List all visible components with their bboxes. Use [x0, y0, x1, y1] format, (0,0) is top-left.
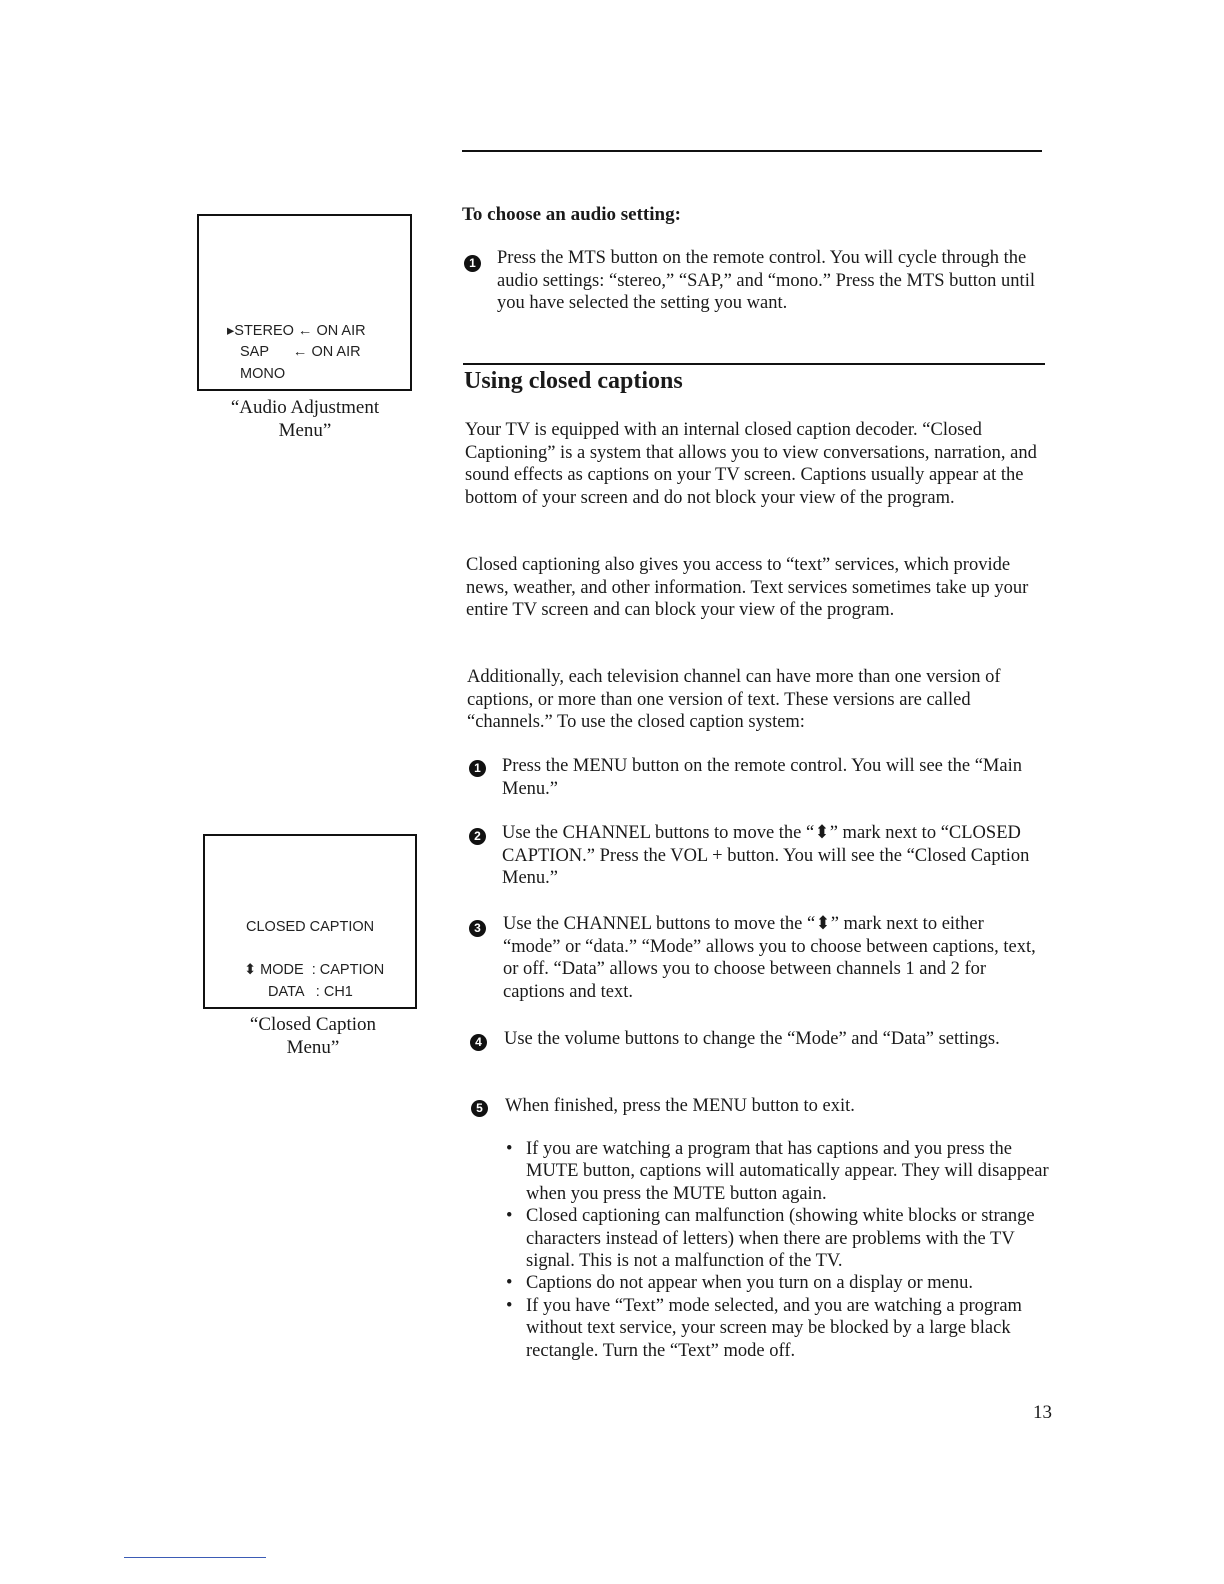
step-number-badge: 2: [469, 828, 486, 845]
cc-step-3: Use the CHANNEL buttons to move the “⬍” mark next to either “mode” or “data.” “Mode” allows you to choose between captions, text, or off. “Data” allows you to choose between channels 1 and 2 for captions and text.: [503, 914, 1036, 1002]
menu-line-stereo: ▸STEREO ← ON AIR: [227, 323, 366, 339]
note-item: • If you have “Text” mode selected, and you are watching a program without text service, your screen may be blocked by a large black rectangle. Turn the “Text” mode off.: [506, 1295, 1056, 1362]
menu-line-mono: MONO: [240, 366, 286, 382]
menu-line-data: DATA : CH1: [268, 984, 353, 1000]
notes-list: [506, 1138, 1056, 1362]
menu-line-mode: ⬍ MODE : CAPTION: [244, 962, 385, 978]
audio-menu-caption: “Audio Adjustment Menu”: [230, 397, 380, 441]
top-rule: [462, 150, 1042, 152]
cc-paragraph-1: Your TV is equipped with an internal closed caption decoder. “Closed Captioning” is a system that allows you to view conversations, narration, and sound effects as captions on your TV screen. Captions usually appear at the bottom of your screen and do not block your view of the program.: [465, 420, 1037, 508]
step-number-badge: 1: [469, 760, 486, 777]
step-number-badge: 5: [471, 1100, 488, 1117]
note-item: • If you are watching a program that has captions and you press the MUTE button, captions will automatically appear. They will disappear when you press the MUTE button again.: [506, 1138, 1056, 1205]
menu-title: CLOSED CAPTION: [246, 919, 375, 935]
section-rule: [463, 363, 1045, 365]
step-number-badge: 1: [464, 255, 481, 272]
cc-step-1: Press the MENU button on the remote control. You will see the “Main Menu.”: [502, 756, 1022, 799]
cc-paragraph-2: Closed captioning also gives you access to “text” services, which provide news, weather, and other information. Text services sometimes take up your entire TV screen and can block your view of the program.: [466, 555, 1029, 621]
audio-step-1: Press the MTS button on the remote control. You will cycle through the audio settings: “stereo,” “SAP,” and “mono.” Press the MTS button until you have selected the setting you want.: [497, 248, 1035, 314]
cc-menu-caption: “Closed Caption Menu”: [249, 1014, 377, 1058]
audio-section-heading: To choose an audio setting:: [462, 204, 681, 225]
note-item: • Closed captioning can malfunction (showing white blocks or strange characters instead of letters) when there are problems with the TV signal. This is not a malfunction of the TV.: [506, 1205, 1056, 1272]
cc-paragraph-3: Additionally, each television channel can have more than one version of captions, or more than one version of text. These versions are called “channels.” To use the closed caption system:: [467, 667, 1001, 733]
note-item: • Captions do not appear when you turn on a display or menu.: [506, 1272, 1056, 1294]
page-number: 13: [1033, 1402, 1052, 1423]
step-number-badge: 4: [470, 1034, 487, 1051]
audio-adjustment-menu: [197, 214, 412, 391]
cc-step-4: Use the volume buttons to change the “Mode” and “Data” settings.: [504, 1029, 1000, 1049]
closed-captions-heading: Using closed captions: [464, 368, 683, 394]
bottom-rule: [124, 1557, 266, 1558]
cc-step-2: Use the CHANNEL buttons to move the “⬍” mark next to “CLOSED CAPTION.” Press the VOL + button. You will see the “Closed Caption Menu.”: [502, 823, 1030, 889]
closed-caption-menu: [203, 834, 417, 1009]
step-number-badge: 3: [469, 920, 486, 937]
menu-line-sap: SAP ← ON AIR: [240, 344, 361, 360]
cc-step-5: When finished, press the MENU button to exit.: [505, 1096, 855, 1116]
